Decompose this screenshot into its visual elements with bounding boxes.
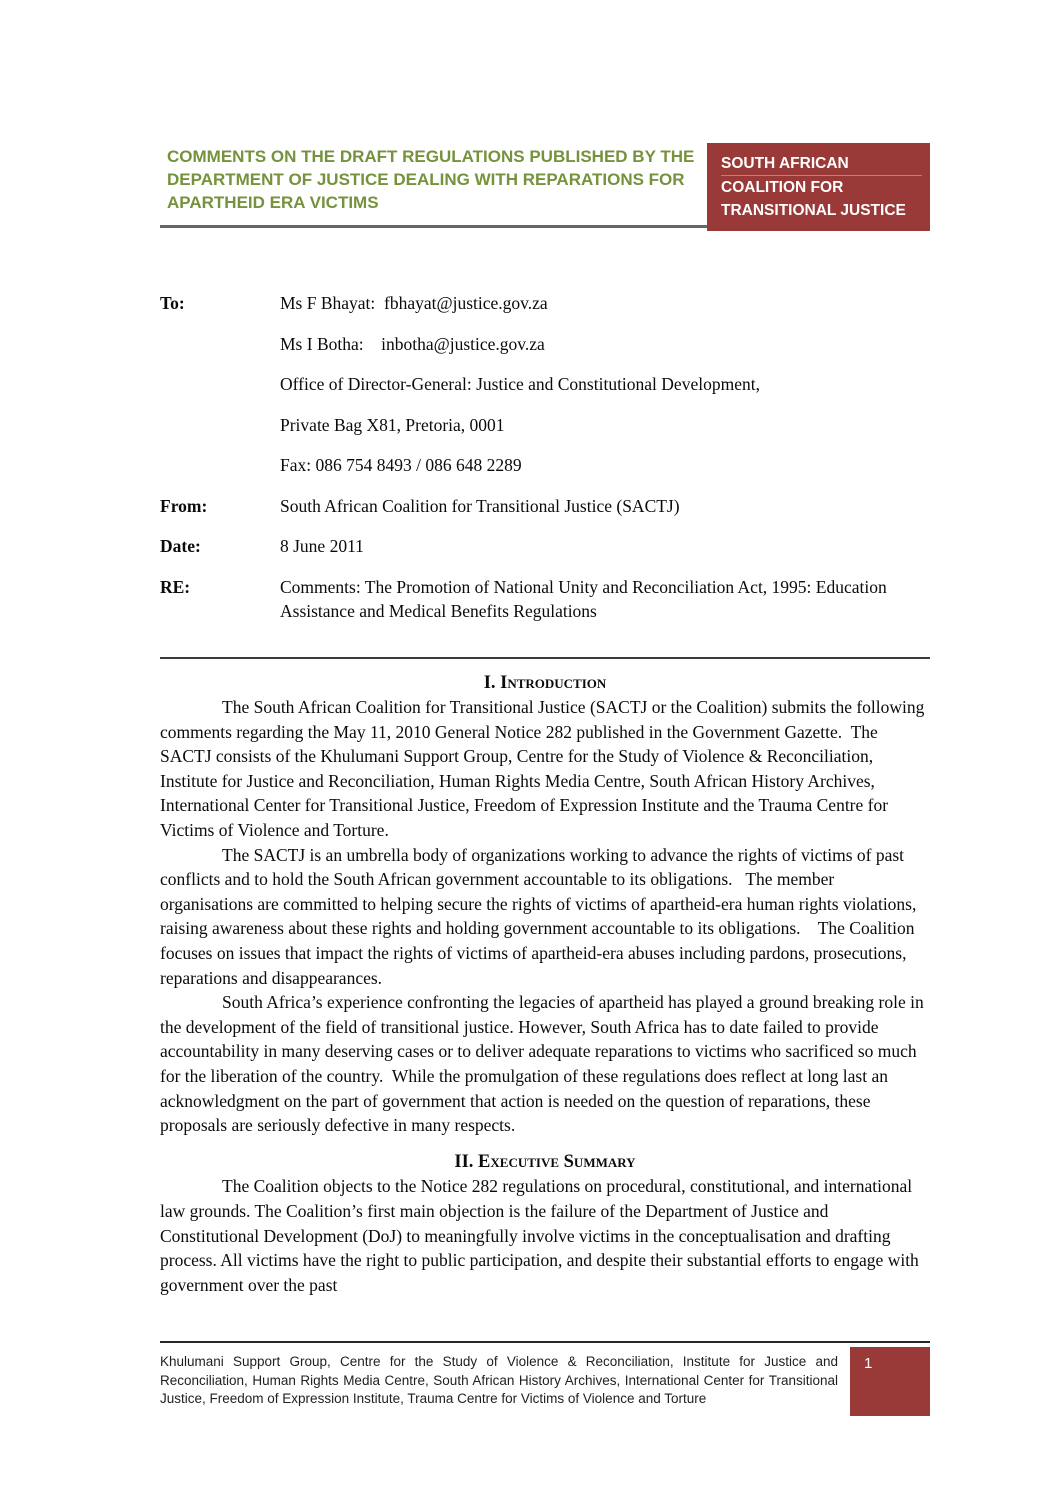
date-label: Date: — [160, 536, 201, 556]
to-label-spacer — [160, 413, 280, 437]
re-value: Comments: The Promotion of National Unity and Reconciliation Act, 1995: Education Assistance and Medical Benefits Regulations — [280, 576, 891, 621]
memo-to-row — [160, 332, 930, 356]
memo-from-row — [160, 494, 930, 518]
to-recipient-line: Ms F Bhayat: fbhayat@justice.gov.za — [280, 293, 548, 313]
page-content — [160, 143, 930, 1297]
document-title: COMMENTS ON THE DRAFT REGULATIONS PUBLISHED BY THE DEPARTMENT OF JUSTICE DEALING WITH REPARATIONS FOR APARTHEID ERA VICTIMS — [167, 147, 695, 212]
page-footer — [160, 1341, 930, 1416]
org-name-line: SOUTH AFRICAN — [721, 152, 922, 176]
memo-date-row — [160, 534, 930, 558]
to-address-line: Office of Director-General: Justice and Constitutional Development, — [280, 374, 760, 394]
org-name-line: COALITION FOR — [721, 179, 844, 196]
section-heading: II. Executive Summary — [454, 1151, 636, 1172]
re-label: RE: — [160, 576, 191, 597]
page-number: 1 — [864, 1355, 873, 1372]
org-name-line: TRANSITIONAL JUSTICE — [721, 202, 906, 219]
body-paragraph: The South African Coalition for Transitional Justice (SACTJ or the Coalition) submits the following comments regarding the May 11, 2010 General Notice 282 published in the Government Gazette. The SACTJ consists of the Khulumani Support Group, Centre for the Study of Violence & Reconciliation, Institute for Justice and Reconciliation, Human Rights Media Centre, South African History Archives, International Center for Transitional Justice, Freedom of Expression Institute and the Trauma Centre for Victims of Violence and Torture. — [160, 697, 929, 841]
section-heading: I. Introduction — [483, 672, 607, 693]
document-header — [160, 143, 930, 231]
section-divider-line — [160, 657, 930, 659]
memo-to-row — [160, 413, 930, 437]
organization-logo-box — [707, 143, 930, 231]
from-label: From: — [160, 495, 208, 516]
to-address-line: Private Bag X81, Pretoria, 0001 — [280, 414, 505, 435]
section-introduction — [160, 671, 930, 1138]
section-executive-summary — [160, 1150, 930, 1298]
header-title-area — [160, 143, 707, 228]
to-label-spacer — [160, 453, 280, 477]
to-recipient-line: Ms I Botha: inbotha@justice.gov.za — [280, 333, 545, 354]
to-label-spacer — [160, 332, 280, 356]
body-paragraph: The Coalition objects to the Notice 282 regulations on procedural, constitutional, and international law grounds. The Coalition’s first main objection is the failure of the Department of Justice and Constitutional Development (DoJ) to meaningfully involve victims in the conceptualisation and drafting process. All victims have the right to public participation, and despite their substantial efforts to engage with government over the past — [160, 1176, 924, 1295]
body-paragraph: The SACTJ is an umbrella body of organizations working to advance the rights of victims of past conflicts and to hold the South African government accountable to its obligations. The member organisations are committed to helping secure the rights of victims of apartheid-era human rights violations, raising awareness about these rights and holding government accountable to its obligations. The Coalition focuses on issues that impact the rights of victims of apartheid-era abuses including pardons, prosecutions, reparations and disappearances. — [160, 844, 921, 988]
to-label-spacer — [160, 372, 280, 396]
footer-coalition-members: Khulumani Support Group, Centre for the Study of Violence & Reconciliation, Institute for Justice and Reconciliation, Human Rights Media Centre, South African History Archives, International Center for Transitional Justice, Freedom of Expression Institute, Trauma Centre for Victims of Violence and Torture — [160, 1354, 838, 1406]
page-number-box — [850, 1347, 930, 1416]
to-fax-line: Fax: 086 754 8493 / 086 648 2289 — [280, 455, 522, 475]
to-label: To: — [160, 293, 185, 313]
memo-to-row — [160, 372, 930, 396]
memo-to-row — [160, 291, 930, 315]
memo-re-row — [160, 575, 930, 623]
memo-header-block — [160, 291, 930, 623]
memo-to-row — [160, 453, 930, 477]
body-paragraph: South Africa’s experience confronting the legacies of apartheid has played a ground breaking role in the development of the field of transitional justice. However, South Africa has to date failed to provide accountability in many deserving cases or to deliver adequate reparations to victims who sacrificed so much for the liberation of the country. While the promulgation of these regulations does reflect at long last an acknowledgment on the part of government that action is needed on the question of reparations, these proposals are seriously defective in many respects. — [160, 992, 929, 1136]
from-value: South African Coalition for Transitional Justice (SACTJ) — [280, 495, 680, 516]
date-value: 8 June 2011 — [280, 536, 364, 556]
